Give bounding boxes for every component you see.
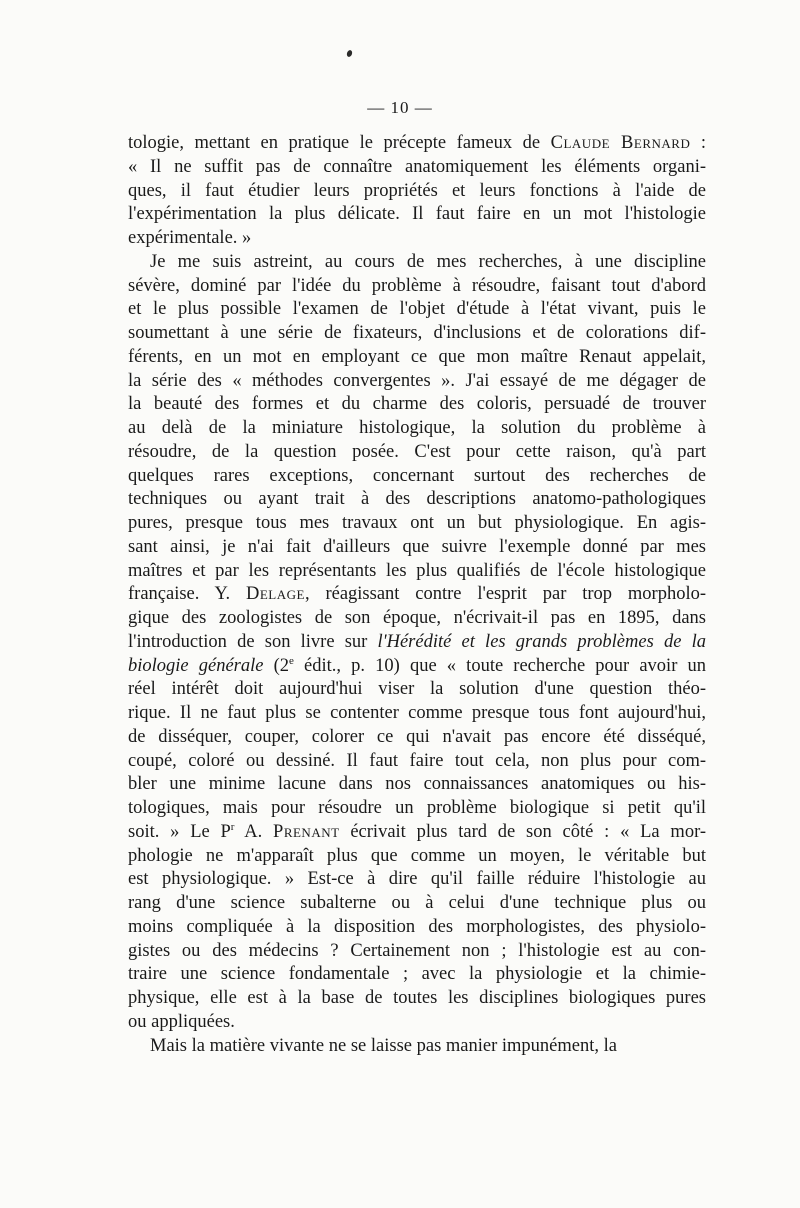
text-run: techniques ou ayant trait à des descriptions anatomo-pathologiques xyxy=(128,489,706,510)
text-line xyxy=(128,678,706,702)
text-run: phologie ne m'apparaît plus que comme un moyen, le véritable but xyxy=(128,845,706,866)
text-run: Claude Bernard xyxy=(550,133,691,153)
text-line xyxy=(128,393,706,417)
text-run: rang d'une science subalterne ou à celui d'une technique plus ou xyxy=(128,893,706,913)
text-run: , réagissant contre l'esprit par trop morpholo- xyxy=(304,584,706,605)
text-line xyxy=(128,441,706,465)
ink-speck xyxy=(346,49,353,57)
text-run: (2 xyxy=(263,655,290,676)
text-run: au delà de la miniature histologique, la solution du problème à xyxy=(128,418,706,438)
text-line xyxy=(128,963,706,987)
text-line xyxy=(128,821,706,845)
text-line xyxy=(128,631,706,655)
text-line xyxy=(128,845,706,869)
text-run: physique, elle est à la base de toutes les disciplines biologiques pures xyxy=(128,988,706,1008)
text-line xyxy=(128,346,706,370)
text-run: A. xyxy=(234,821,274,842)
text-line xyxy=(128,512,706,536)
text-run: tologie, mettant en pratique le précepte fameux de xyxy=(128,133,551,153)
text-run: et le plus possible l'examen de l'objet d'étude à l'état vivant, puis le xyxy=(128,299,706,320)
text-run: de disséquer, couper, colorer ce qui n'avait pas encore été disséqué, xyxy=(128,726,706,747)
page-number: — 10 — xyxy=(367,98,433,117)
text-run: résoudre, de la question posée. C'est pour cette raison, qu'à part xyxy=(128,441,706,462)
text-line xyxy=(128,156,706,180)
text-line xyxy=(128,536,706,560)
text-run: biologie générale xyxy=(128,655,264,676)
text-line xyxy=(128,702,706,726)
text-run: Je me suis astreint, au cours de mes recherches, à une discipline xyxy=(150,251,706,272)
text-run: r xyxy=(230,820,235,833)
text-line xyxy=(128,1011,706,1035)
text-line xyxy=(128,251,706,275)
text-line xyxy=(128,892,706,916)
text-run: moins compliquée à la disposition des morphologistes, des physiolo- xyxy=(128,916,706,937)
text-run: gistes ou des médecins ? Certainement non ; l'histologie est au con- xyxy=(128,940,706,961)
text-run: pures, presque tous mes travaux ont un but physiologique. En agis- xyxy=(128,513,706,533)
text-run: est physiologique. » Est-ce à dire qu'il faille réduire l'histologie au xyxy=(128,869,706,890)
text-line xyxy=(128,583,706,607)
text-run: « Il ne suffit pas de connaître anatomiquement les éléments organi- xyxy=(128,156,706,177)
text-line xyxy=(128,987,706,1011)
text-run: rique. Il ne faut plus se contenter comme presque tous font aujourd'hui, xyxy=(128,703,706,723)
text-line xyxy=(128,298,706,322)
text-line xyxy=(128,868,706,892)
body-text xyxy=(128,132,706,1058)
text-run: soit. » Le P xyxy=(128,821,231,842)
text-line xyxy=(128,726,706,750)
text-run: ques, il faut étudier leurs propriétés et leurs fonctions à l'aide de xyxy=(128,180,706,201)
text-run: la série des « méthodes convergentes ». J'ai essayé de me dégager de xyxy=(128,370,706,391)
text-line xyxy=(128,275,706,299)
text-line xyxy=(128,1035,706,1059)
text-line xyxy=(128,916,706,940)
text-line xyxy=(128,370,706,394)
text-run: française. Y. xyxy=(128,584,246,605)
text-run: tologiques, mais pour résoudre un problème biologique si petit qu'il xyxy=(128,798,706,818)
text-run: expérimentale. » xyxy=(128,228,252,248)
text-run: bler une minime lacune dans nos connaissances anatomiques ou his- xyxy=(128,774,706,795)
text-line xyxy=(128,488,706,512)
text-line xyxy=(128,132,706,156)
text-run: quelques rares exceptions, concernant surtout des recherches de xyxy=(128,465,706,486)
text-line xyxy=(128,750,706,774)
text-line xyxy=(128,655,706,679)
text-run: gique des zoologistes de son époque, n'écrivait-il pas en 1895, dans xyxy=(128,608,706,628)
text-run: édit., p. 10) que « toute recherche pour avoir un xyxy=(293,655,706,676)
text-line xyxy=(128,773,706,797)
text-run: la beauté des formes et du charme des coloris, persuadé de trouver xyxy=(128,394,706,415)
text-line xyxy=(128,797,706,821)
text-run: écrivait plus tard de son côté : « La mor- xyxy=(339,821,707,842)
text-run: Mais la matière vivante ne se laisse pas manier impunément, la xyxy=(150,1035,617,1056)
text-run: : xyxy=(690,133,707,153)
text-run: Delage xyxy=(246,584,305,605)
text-line xyxy=(128,417,706,441)
text-run: réel intérêt doit aujourd'hui viser la solution d'une question théo- xyxy=(128,679,706,700)
text-line xyxy=(128,940,706,964)
text-run: l'Hérédité et les grands problèmes de la xyxy=(377,631,706,652)
text-line xyxy=(128,203,706,227)
text-run: soumettant à une série de fixateurs, d'inclusions et de colorations dif- xyxy=(128,323,706,343)
text-run: sant ainsi, je n'ai fait d'ailleurs que suivre l'exemple donné par mes xyxy=(128,536,706,557)
text-run: ou appliquées. xyxy=(128,1011,235,1032)
text-line xyxy=(128,227,706,251)
text-run: Prenant xyxy=(273,821,340,842)
text-run: coupé, coloré ou dessiné. Il faut faire tout cela, non plus pour com- xyxy=(128,750,706,771)
text-run: traire une science fondamentale ; avec la physiologie et la chimie- xyxy=(128,964,706,985)
text-run: e xyxy=(289,654,294,667)
text-run: l'expérimentation la plus délicate. Il faut faire en un mot l'histologie xyxy=(128,204,706,225)
text-run: l'introduction de son livre sur xyxy=(128,631,378,652)
text-line xyxy=(128,322,706,346)
text-line xyxy=(128,607,706,631)
text-line xyxy=(128,465,706,489)
text-run: férents, en un mot en employant ce que mon maître Renaut appelait, xyxy=(128,346,706,367)
text-run: sévère, dominé par l'idée du problème à résoudre, faisant tout d'abord xyxy=(128,275,706,296)
text-line xyxy=(128,560,706,584)
text-run: maîtres et par les représentants les plus qualifiés de l'école histologique xyxy=(128,560,706,581)
text-line xyxy=(128,180,706,204)
